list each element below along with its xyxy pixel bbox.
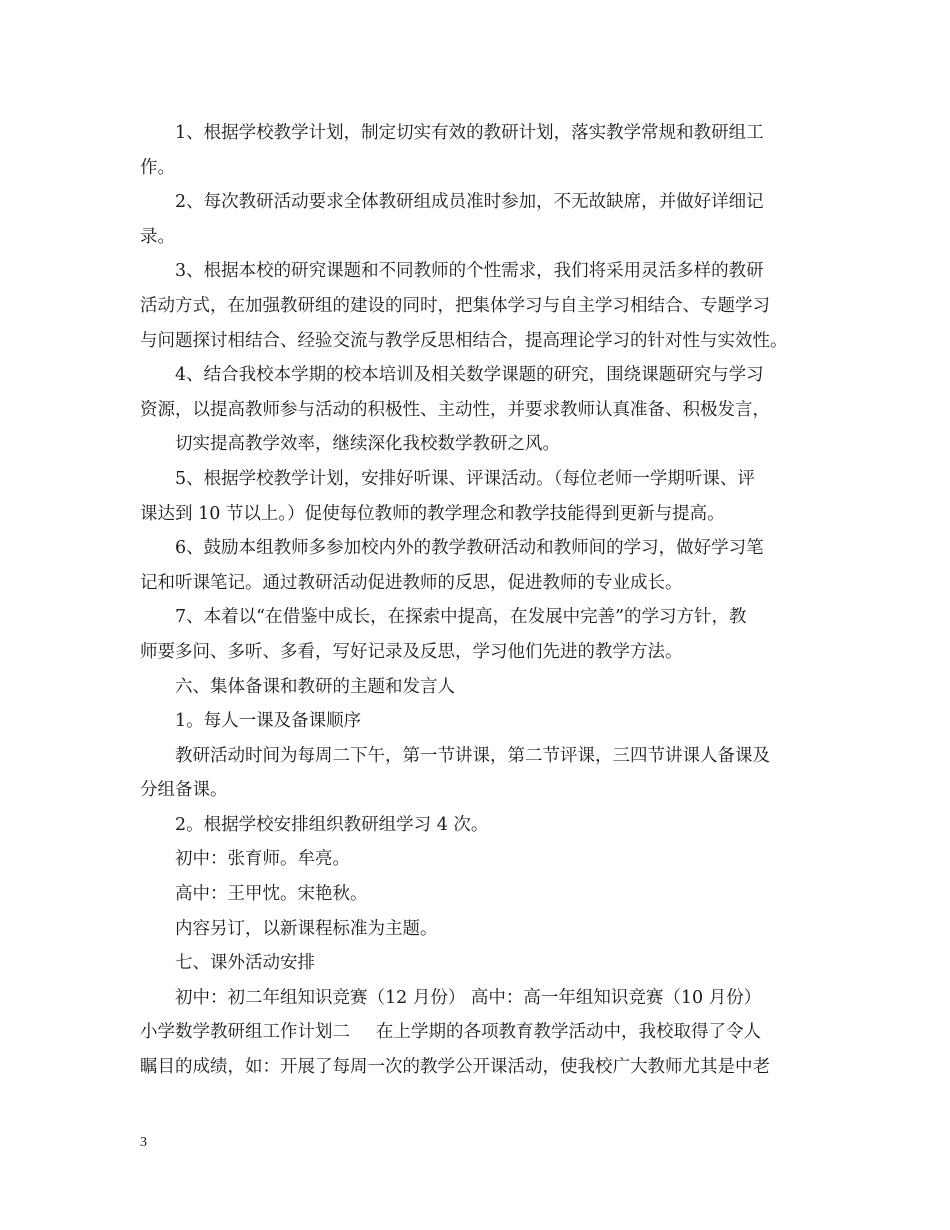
paragraphs	[140, 116, 820, 1085]
section-heading: 七、课外活动安排	[175, 953, 315, 974]
text-line: 录。	[140, 226, 175, 247]
text-line: 5、根据学校教学计划，安排好听课、评课活动。（每位老师一学期听课、评	[175, 468, 755, 489]
text-line: 瞩目的成绩，如：开展了每周一次的教学公开课活动，使我校广大教师尤其是中老	[140, 1057, 770, 1078]
body-text	[140, 116, 820, 1085]
text-line: 活动方式，在加强教研组的建设的同时，把集体学习与自主学习相结合、专题学习	[140, 295, 770, 316]
text-line: 作。	[140, 157, 175, 178]
text-line: 初中：张育师。牟亮。	[175, 849, 350, 870]
text-line: 内容另订，以新课程标准为主题。	[175, 918, 438, 939]
text-line: 初中：初二年组知识竞赛（12 月份） 高中：高一年组知识竞赛（10 月份）	[175, 987, 762, 1008]
text-line-segment: 在上学期的各项教育教学活动中，我校取得了令人	[376, 1022, 761, 1043]
text-line: 课达到 10 节以上。）促使每位教师的教学理念和教学技能得到更新与提高。	[140, 503, 725, 524]
text-line: 4、结合我校本学期的校本培训及相关数学课题的研究，围绕课题研究与学习	[175, 365, 764, 386]
text-line: 教研活动时间为每周二下午，第一节讲课，第二节评课，三四节讲课人备课及	[175, 745, 770, 766]
text-line: 2、每次教研活动要求全体教研组成员准时参加，不无故缺席，并做好详细记	[175, 192, 764, 213]
text-line: 高中：王甲忱。宋艳秋。	[175, 884, 368, 905]
text-line	[140, 1015, 820, 1050]
subsection-heading: 1。每人一课及备课顺序	[175, 711, 362, 732]
document-title: 小学数学教研组工作计划二	[140, 1022, 350, 1043]
text-line: 切实提高教学效率，继续深化我校数学教研之风。	[175, 434, 560, 455]
text-line: 1、根据学校教学计划，制定切实有效的教研计划，落实教学常规和教研组工	[175, 123, 764, 143]
page-number: 3	[140, 1135, 147, 1150]
text-line: 记和听课笔记。通过教研活动促进教师的反思，促进教师的专业成长。	[140, 572, 683, 593]
text-line: 3、根据本校的研究课题和不同教师的个性需求，我们将采用灵活多样的教研	[175, 261, 764, 282]
text-line: 7、本着以“在借鉴中成长，在探索中提高，在发展中完善”的学习方针，教	[175, 607, 747, 628]
subsection-heading: 2。根据学校安排组织教研组学习 4 次。	[175, 814, 489, 835]
text-line: 师要多问、多听、多看，写好记录及反思，学习他们先进的教学方法。	[140, 641, 683, 662]
text-line: 与问题探讨相结合、经验交流与教学反思相结合，提高理论学习的针对性与实效性。	[140, 330, 788, 351]
text-line: 资源，以提高教师参与活动的积极性、主动性，并要求教师认真准备、积极发言，	[140, 399, 770, 420]
text-line: 分组备课。	[140, 780, 228, 801]
text-line: 6、鼓励本组教师多参加校内外的教学教研活动和教师间的学习，做好学习笔	[175, 538, 764, 559]
section-heading: 六、集体备课和教研的主题和发言人	[175, 676, 455, 697]
